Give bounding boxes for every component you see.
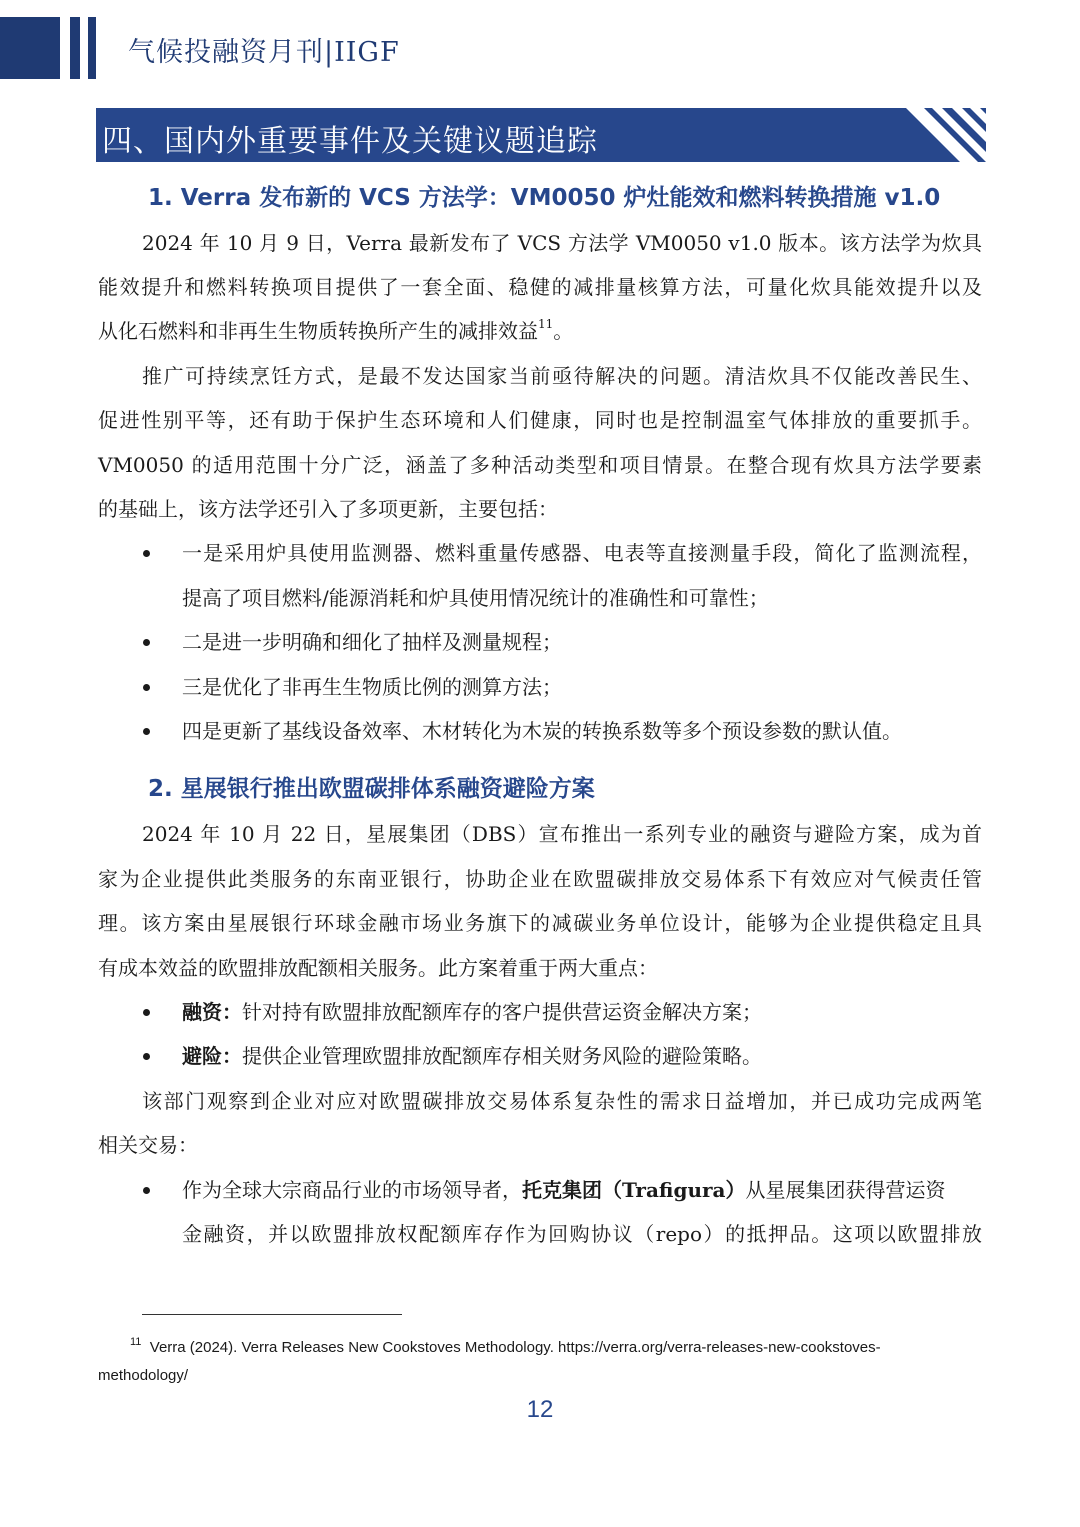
bullet-dot — [143, 728, 150, 735]
section-title: 四、国内外重要事件及关键议题追踪 — [102, 124, 598, 159]
article-1-bullet-2: 二是进一步明确和细化了抽样及测量规程； — [182, 630, 562, 654]
section-banner — [96, 108, 986, 162]
article-1-para-1-line-2: 能效提升和燃料转换项目提供了一套全面、稳健的减排量核算方法，可量化炊具能效提升以及 — [98, 275, 982, 299]
article-2-para-1-line-2: 家为企业提供此类服务的东南亚银行，协助企业在欧盟碳排放交易体系下有效应对气候责任管 — [98, 867, 982, 891]
article-1-para-2-line-3: VM0050 的适用范围十分广泛，涵盖了多种活动类型和项目情景。在整合现有炊具方法学要素 — [98, 453, 982, 477]
bullet-label-financing: 融资： — [182, 1000, 242, 1024]
article-2-para-1-line-4: 有成本效益的欧盟排放配额相关服务。此方案着重于两大重点： — [98, 956, 658, 980]
article-1-bullet-1-line-2: 提高了项目燃料/能源消耗和炉具使用情况统计的准确性和可靠性； — [182, 586, 769, 610]
footnote-ref-11: 11 — [538, 317, 554, 331]
footnote-number: 11 — [130, 1336, 142, 1348]
footnote-text-line-2[interactable]: methodology/ — [98, 1367, 189, 1384]
bullet-label-hedging: 避险： — [182, 1044, 242, 1068]
article-1-para-2-line-1: 推广可持续烹饪方式，是最不发达国家当前亟待解决的问题。清洁炊具不仅能改善民生、 — [142, 364, 982, 388]
bullet-dot — [143, 684, 150, 691]
banner-stripes-decoration — [906, 108, 986, 162]
article-2-bullet-3-line-2: 金融资，并以欧盟排放权配额库存作为回购协议（repo）的抵押品。这项以欧盟排放 — [182, 1222, 982, 1246]
bullet-dot — [143, 639, 150, 646]
article-1-para-1-line-3: 从化石燃料和非再生生物质转换所产生的减排效益$^{11}$。 — [98, 317, 574, 343]
footnote-11 — [130, 1336, 881, 1356]
article-2-para-1-line-3: 理。该方案由星展银行环球金融市场业务旗下的减碳业务单位设计，能够为企业提供稳定且具 — [98, 911, 982, 935]
bullet-dot — [143, 1053, 150, 1060]
article-1-bullet-1-line-1: 一是采用炉具使用监测器、燃料重量传感器、电表等直接测量手段，简化了监测流程， — [182, 541, 982, 565]
bullet-dot — [143, 1187, 150, 1194]
journal-title: 气候投融资月刊|IIGF — [128, 37, 400, 68]
article-1-bullet-4: 四是更新了基线设备效率、木材转化为木炭的转换系数等多个预设参数的默认值。 — [182, 719, 902, 743]
article-1-para-2-line-4: 的基础上，该方法学还引入了多项更新，主要包括： — [98, 497, 558, 521]
article-2-bullet-3-line-1: 作为全球大宗商品行业的市场领导者，托克集团（Trafigura）从星展集团获得营运资 — [182, 1178, 946, 1202]
trafigura-name: 托克集团（Trafigura） — [522, 1178, 746, 1202]
article-2-bullet-financing: 融资：针对持有欧盟排放配额库存的客户提供营运资金解决方案； — [182, 1000, 762, 1024]
bullet-dot — [143, 550, 150, 557]
article-1-bullet-3: 三是优化了非再生生物质比例的测算方法； — [182, 675, 562, 699]
header-bar-1 — [0, 17, 60, 79]
article-2-para-2-line-2: 相关交易： — [98, 1133, 198, 1157]
article-1-para-2-line-2: 促进性别平等，还有助于保护生态环境和人们健康，同时也是控制温室气体排放的重要抓手。 — [98, 408, 982, 432]
article-2-bullet-hedging: 避险：提供企业管理欧盟排放配额库存相关财务风险的避险策略。 — [182, 1044, 762, 1068]
bullet-dot — [143, 1009, 150, 1016]
header-bar-3 — [88, 17, 96, 79]
footnote-text-line-1: Verra (2024). Verra Releases New Cookstoves Methodology. https://verra.org/verra-releases-new-cookstoves- — [149, 1339, 881, 1356]
article-2-heading: 2. 星展银行推出欧盟碳排体系融资避险方案 — [148, 776, 595, 802]
footnote-divider — [142, 1314, 402, 1315]
article-2-para-2-line-1: 该部门观察到企业对应对欧盟碳排放交易体系复杂性的需求日益增加，并已成功完成两笔 — [142, 1089, 982, 1113]
article-1-heading: 1. Verra 发布新的 VCS 方法学：VM0050 炉灶能效和燃料转换措施 v1.0 — [148, 185, 941, 211]
page-number: 12 — [526, 1396, 554, 1423]
header-bar-2 — [70, 17, 80, 79]
article-2-para-1-line-1: 2024 年 10 月 22 日，星展集团（DBS）宣布推出一系列专业的融资与避险方案，成为首 — [142, 822, 982, 846]
article-1-para-1-line-1: 2024 年 10 月 9 日，Verra 最新发布了 VCS 方法学 VM0050 v1.0 版本。该方法学为炊具 — [142, 231, 982, 255]
